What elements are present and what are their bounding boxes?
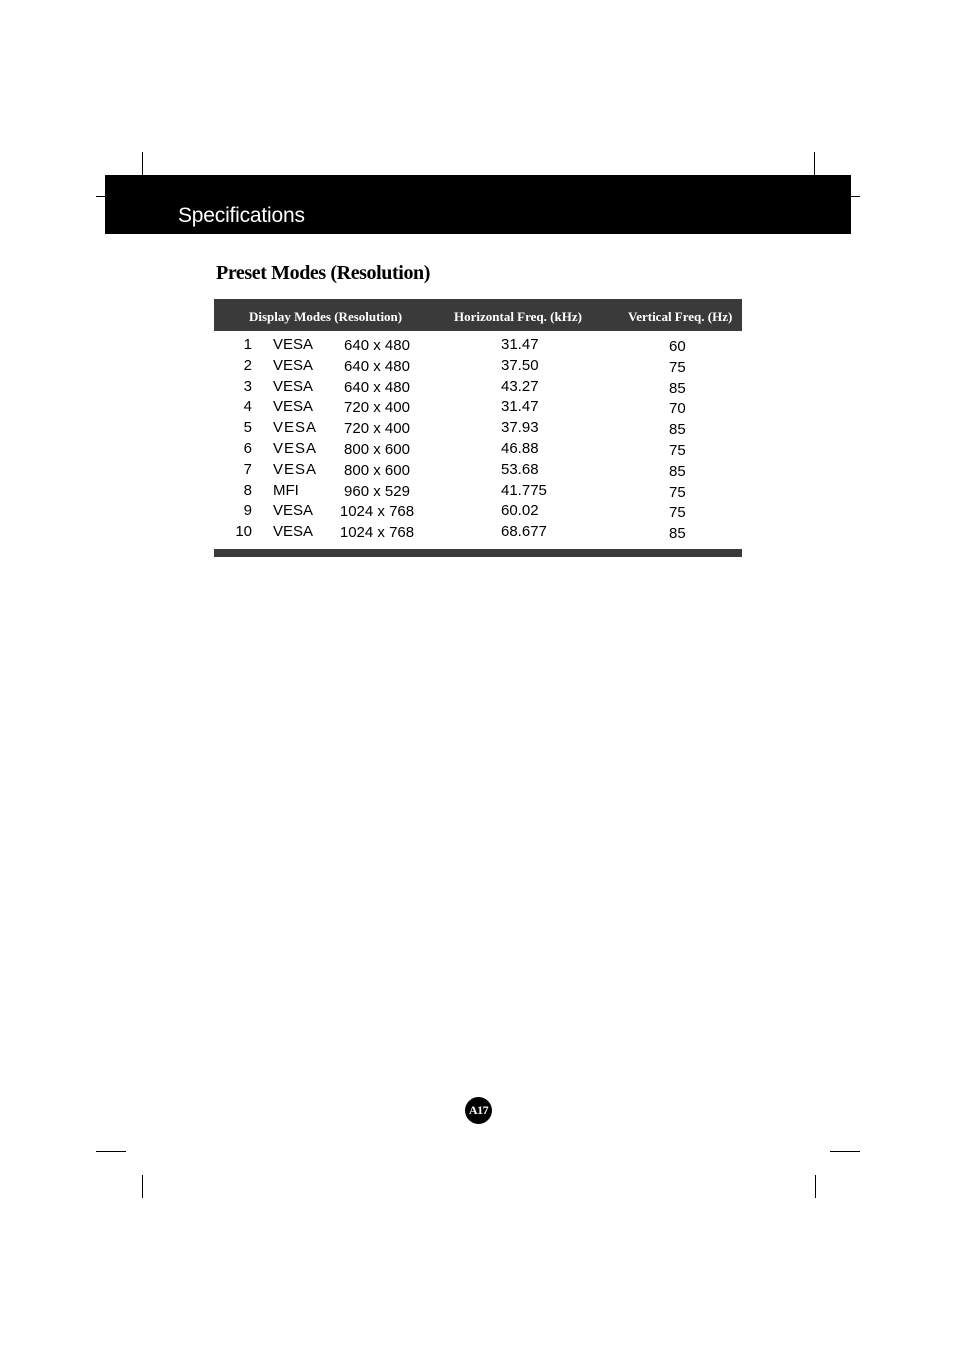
row-number: 1: [243, 336, 252, 353]
row-resolution: 720 x 400: [344, 420, 410, 438]
row-standard: VESA: [273, 419, 318, 437]
table-header: [214, 299, 742, 331]
row-number: 5: [243, 419, 252, 437]
row-vertical-freq: 75: [669, 483, 686, 501]
crop-mark: [142, 1175, 143, 1198]
row-vertical-freq: 75: [669, 504, 686, 522]
row-vertical-freq: 75: [669, 441, 686, 459]
column-header-vertical-freq: Vertical Freq. (Hz): [628, 309, 733, 324]
row-standard: VESA: [273, 377, 314, 395]
row-horizontal-freq: 43.27: [501, 377, 539, 395]
row-resolution: 1024 x 768: [339, 524, 415, 542]
page-number-badge: A17: [465, 1097, 492, 1124]
row-horizontal-freq: 41.775: [501, 481, 547, 499]
table-row: [214, 419, 742, 440]
table-row: [214, 502, 742, 523]
row-horizontal-freq: 31.47: [501, 398, 539, 416]
header-bar: [105, 175, 851, 234]
row-resolution: 640 x 480: [344, 337, 410, 354]
row-standard: VESA: [273, 356, 314, 374]
row-number: 7: [243, 460, 252, 478]
row-horizontal-freq: 46.88: [501, 439, 539, 457]
table-body: [214, 336, 742, 544]
table-row: [214, 336, 742, 357]
crop-mark: [96, 196, 105, 197]
page-header-title: Specifications: [178, 204, 305, 227]
table-row: [214, 482, 742, 503]
row-horizontal-freq: 31.47: [501, 336, 539, 353]
table-row: [214, 378, 742, 399]
row-horizontal-freq: 68.677: [501, 523, 547, 541]
row-vertical-freq: 70: [669, 400, 686, 418]
row-standard: VESA: [273, 502, 314, 520]
row-standard: VESA: [273, 460, 318, 478]
row-vertical-freq: 85: [669, 421, 686, 439]
row-number: 8: [243, 481, 252, 499]
row-number: 6: [243, 439, 252, 457]
table-row: [214, 440, 742, 461]
row-horizontal-freq: 60.02: [501, 502, 539, 520]
row-resolution: 800 x 600: [344, 461, 410, 479]
row-standard: VESA: [273, 398, 314, 416]
row-standard: VESA: [273, 523, 314, 541]
row-horizontal-freq: 53.68: [501, 460, 539, 478]
row-number: 10: [235, 523, 252, 541]
table-row: [214, 357, 742, 378]
table-row: [214, 523, 742, 544]
crop-mark: [815, 1175, 816, 1198]
row-resolution: 640 x 480: [344, 357, 410, 375]
column-header-horizontal-freq: Horizontal Freq. (kHz): [454, 309, 582, 324]
row-standard: MFI: [273, 481, 299, 499]
row-resolution: 800 x 600: [344, 440, 410, 458]
row-number: 9: [243, 502, 252, 520]
row-standard: VESA: [273, 336, 314, 353]
section-title: Preset Modes (Resolution): [216, 262, 431, 284]
crop-mark: [142, 152, 143, 175]
row-horizontal-freq: 37.93: [501, 419, 539, 437]
crop-mark: [851, 196, 860, 197]
row-vertical-freq: 75: [669, 358, 686, 376]
row-number: 2: [243, 356, 252, 374]
row-standard: VESA: [273, 439, 318, 457]
table-row: [214, 461, 742, 482]
row-resolution: 1024 x 768: [339, 503, 415, 521]
row-vertical-freq: 85: [669, 379, 686, 397]
column-header-display-modes: Display Modes (Resolution): [249, 309, 403, 324]
row-horizontal-freq: 37.50: [501, 356, 539, 374]
crop-mark: [814, 152, 815, 175]
row-resolution: 720 x 400: [344, 399, 410, 417]
row-vertical-freq: 85: [669, 462, 686, 480]
row-number: 3: [243, 377, 252, 395]
row-number: 4: [243, 398, 252, 416]
row-vertical-freq: 60: [669, 338, 686, 355]
row-resolution: 640 x 480: [344, 378, 410, 396]
row-vertical-freq: 85: [669, 525, 686, 543]
crop-mark: [830, 1151, 860, 1152]
crop-mark: [96, 1151, 126, 1152]
row-resolution: 960 x 529: [344, 482, 410, 500]
table-footer-bar: [214, 549, 742, 557]
table-row: [214, 398, 742, 419]
